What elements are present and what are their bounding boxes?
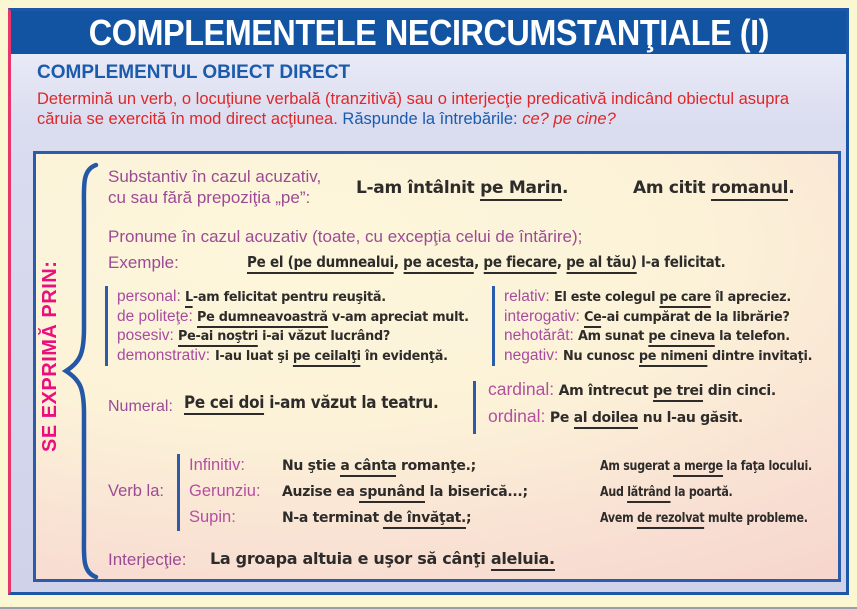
example-text: Am întrecut pe trei din cinci. [559,383,776,399]
pronoun-type-row [504,307,834,327]
verb-row [189,479,832,505]
section-title: COMPLEMENTUL OBIECT DIRECT [37,62,351,83]
definition-question-intro: Răspunde la întrebările: [342,110,518,129]
verb-form-label: Infinitiv: [189,456,245,474]
example-text: Avem de rezolvat multe probleme. [600,506,808,532]
definition-text: Determină un verb, o locuţiune verbală (tranzitivă) sau o interjecţie predicativă indicând obiectul asupra căruia se exercită în mod direct acţiunea. [37,90,790,129]
divider-bar [177,454,180,531]
pronoun-type-label: posesiv: [117,327,174,344]
verb-rows [189,453,832,530]
pronoun-type-row [117,307,492,327]
substantiv-label-line2: cu sau fără prepoziţia „pe”: [108,188,311,207]
poster-frame [8,8,849,595]
pronume-exemple-row [108,253,832,277]
example-text: L-am felicitat pentru reuşită. [185,288,386,308]
example-text: Pe al doilea nu l-au găsit. [550,410,743,426]
pronoun-type-label: negativ: [504,346,559,364]
definition-paragraph [37,89,820,130]
section-header [11,54,846,151]
example-text: La groapa altuia e uşor să cânţi aleluia. [210,549,555,568]
example-text: Am sunat pe cineva la telefon. [578,327,790,347]
substantiv-label [108,166,321,208]
pronume-label: Pronume în cazul acuzativ (toate, cu excepţia celui de întărire); [108,227,583,246]
content-panel [33,151,841,582]
verb-form-label: Supin: [189,507,236,526]
pronoun-type-label: demonstrativ: [117,346,211,364]
example-text: I-au luat şi pe ceilalţi în evidenţă. [215,347,448,367]
section-numeral [36,379,832,437]
example-text: Nu cunosc pe nimeni dintre invitaţi. [563,347,812,367]
title-bar [11,11,846,54]
example-text: Pe dumneavoastră v-am apreciat mult. [197,308,469,328]
example-text: Aud lătrând la poartă. [600,480,733,506]
cardinal-label: cardinal: [488,379,555,399]
example-text: N-a terminat de învăţat.; [282,506,600,532]
example-text: L-am întâlnit pe Marin. [356,178,568,198]
example-text: Pe cei doi i-am văzut la teatru. [184,393,438,412]
example-text: El este colegul pe care îl apreciez. [554,288,791,308]
side-label: SE EXPRIMĂ PRIN: [39,260,61,452]
cardinal-row [488,379,776,400]
exemple-label: Exemple: [108,253,179,272]
example-text: Am citit romanul. [633,178,794,198]
example-text: Auzise ea spunând la biserică...; [282,480,600,506]
ordinal-row [488,406,743,427]
section-substantiv [36,166,832,220]
pronoun-type-row [117,346,492,366]
interjectie-label: Interjecţie: [108,550,187,569]
verb-row [189,453,832,479]
example-text: Am sugerat a merge la faţa locului. [600,454,812,480]
example-text: Ce-ai cumpărat de la librărie? [584,308,790,328]
example-text: Pe el (pe dumnealui, pe acesta, pe fiecare, pe al tău) l-a felicitat. [247,253,726,271]
example-text: Pe-ai noştri i-ai văzut lucrând? [178,327,390,347]
pronoun-type-row [117,326,492,346]
pronume-left-column [105,286,492,366]
ordinal-label: ordinal: [488,406,546,426]
pronoun-type-row [117,287,492,307]
numeral-label: Numeral: [108,398,173,415]
pronoun-type-label: personal: [117,288,181,305]
pronoun-type-label: interogativ: [504,307,580,325]
pronume-right-column [492,286,834,366]
pronoun-type-row [504,326,834,346]
pronoun-type-row [504,287,834,307]
pronoun-type-label: de politeţe: [117,307,193,325]
poster-title: COMPLEMENTELE NECIRCUMSTANŢIALE (I) [88,11,769,53]
substantiv-label-line1: Substantiv în cazul acuzativ, [108,167,322,186]
example-text: Nu ştie a cânta romanţe.; [282,454,600,480]
verb-row [189,505,832,531]
pronoun-type-row [504,346,834,366]
section-interjectie [36,547,832,573]
pronoun-type-label: nehotărât: [504,327,574,344]
section-verb [36,451,832,535]
verb-label: Verb la: [108,482,164,500]
divider-bar [473,381,476,434]
verb-form-label: Gerunziu: [189,481,261,500]
pronoun-type-label: relativ: [504,288,550,305]
definition-questions: ce? pe cine? [522,110,616,129]
